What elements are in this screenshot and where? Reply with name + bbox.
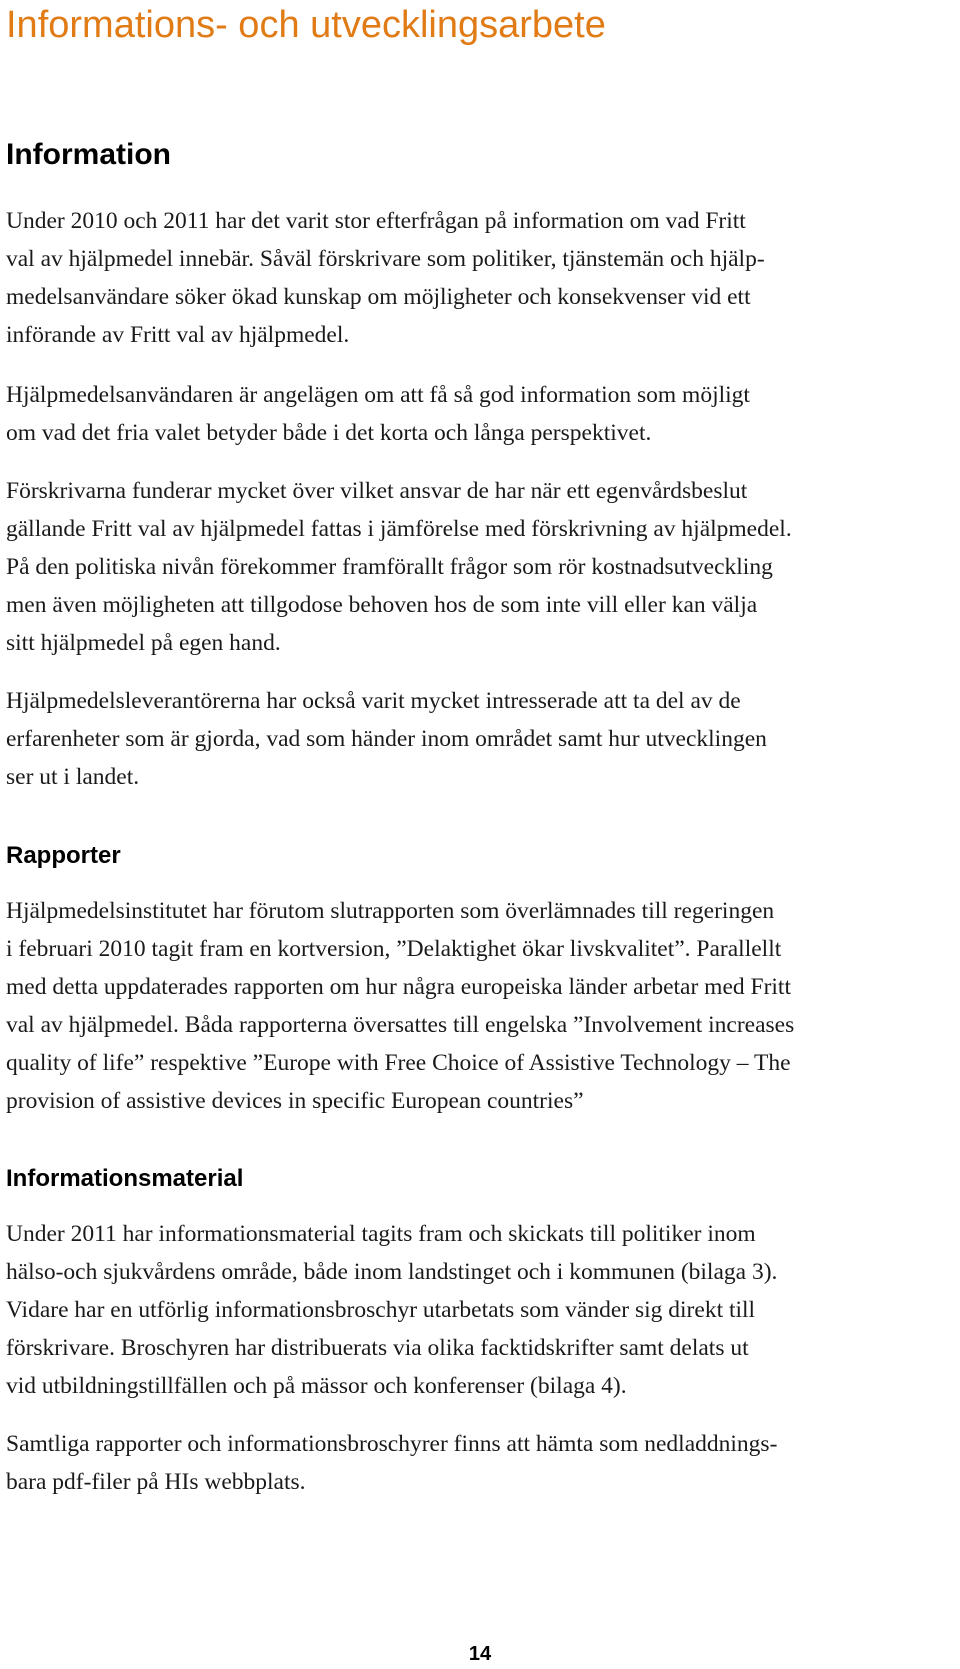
paragraph [6,1215,777,1405]
paragraph [6,202,765,354]
section-heading-informationsmaterial: Informationsmaterial [6,1165,244,1192]
page-number: 14 [468,1643,492,1665]
text-line: sitt hjälpmedel på egen hand. [6,630,281,656]
section-heading-information: Information [6,138,171,171]
text-line: införande av Fritt val av hjälpmedel. [6,322,350,348]
text-line: Vidare har en utförlig informationsbroschyr utarbetats som vänder sig direkt till [6,1297,756,1323]
text-line: bara pdf-filer på HIs webbplats. [6,1469,306,1495]
text-line: På den politiska nivån förekommer framförallt frågor som rör kostnadsutveckling [6,554,773,580]
text-line: Samtliga rapporter och informationsbroschyrer finns att hämta som nedladdnings- [6,1431,778,1457]
text-line: val av hjälpmedel. Båda rapporterna översattes till engelska ”Involvement increases [6,1012,795,1038]
text-line: provision of assistive devices in specific European countries” [6,1088,584,1114]
paragraph [6,892,794,1120]
text-line: i februari 2010 tagit fram en kortversion, ”Delaktighet ökar livskvalitet”. Parallellt [6,936,782,962]
paragraph [6,682,767,796]
text-line: vid utbildningstillfällen och på mässor och konferenser (bilaga 4). [6,1373,627,1399]
text-line: Hjälpmedelsleverantörerna har också varit mycket intresserade att ta del av de [6,688,741,714]
text-line: ser ut i landet. [6,764,140,790]
text-line: erfarenheter som är gjorda, vad som händer inom området samt hur utvecklingen [6,726,767,752]
text-line: förskrivare. Broschyren har distribuerats via olika facktidskrifter samt delats ut [6,1335,749,1361]
text-line: medelsanvändare söker ökad kunskap om möjligheter och konsekvenser vid ett [6,284,751,310]
text-line: om vad det fria valet betyder både i det korta och långa perspektivet. [6,420,652,446]
paragraph [6,472,792,662]
text-line: hälso-och sjukvårdens område, både inom landstinget och i kommunen (bilaga 3). [6,1259,778,1285]
text-line: Under 2010 och 2011 har det varit stor efterfrågan på information om vad Fritt [6,208,746,234]
text-line: Hjälpmedelsanvändaren är angelägen om att få så god information som möjligt [6,382,750,408]
text-line: quality of life” respektive ”Europe with Free Choice of Assistive Technology – The [6,1050,791,1076]
text-line: val av hjälpmedel innebär. Såväl förskrivare som politiker, tjänstemän och hjälp- [6,246,765,272]
paragraph [6,1425,777,1501]
chapter-title: Informations- och utvecklingsarbete [6,4,606,46]
text-line: men även möjligheten att tillgodose behoven hos de som inte vill eller kan välja [6,592,758,618]
text-line: gällande Fritt val av hjälpmedel fattas i jämförelse med förskrivning av hjälpmedel. [6,516,792,542]
text-line: Förskrivarna funderar mycket över vilket ansvar de har när ett egenvårdsbeslut [6,478,748,504]
text-line: med detta uppdaterades rapporten om hur några europeiska länder arbetar med Fritt [6,974,791,1000]
text-line: Hjälpmedelsinstitutet har förutom slutrapporten som överlämnades till regeringen [6,898,775,924]
paragraph [6,376,750,452]
section-heading-rapporter: Rapporter [6,842,121,869]
text-line: Under 2011 har informationsmaterial tagits fram och skickats till politiker inom [6,1221,756,1247]
